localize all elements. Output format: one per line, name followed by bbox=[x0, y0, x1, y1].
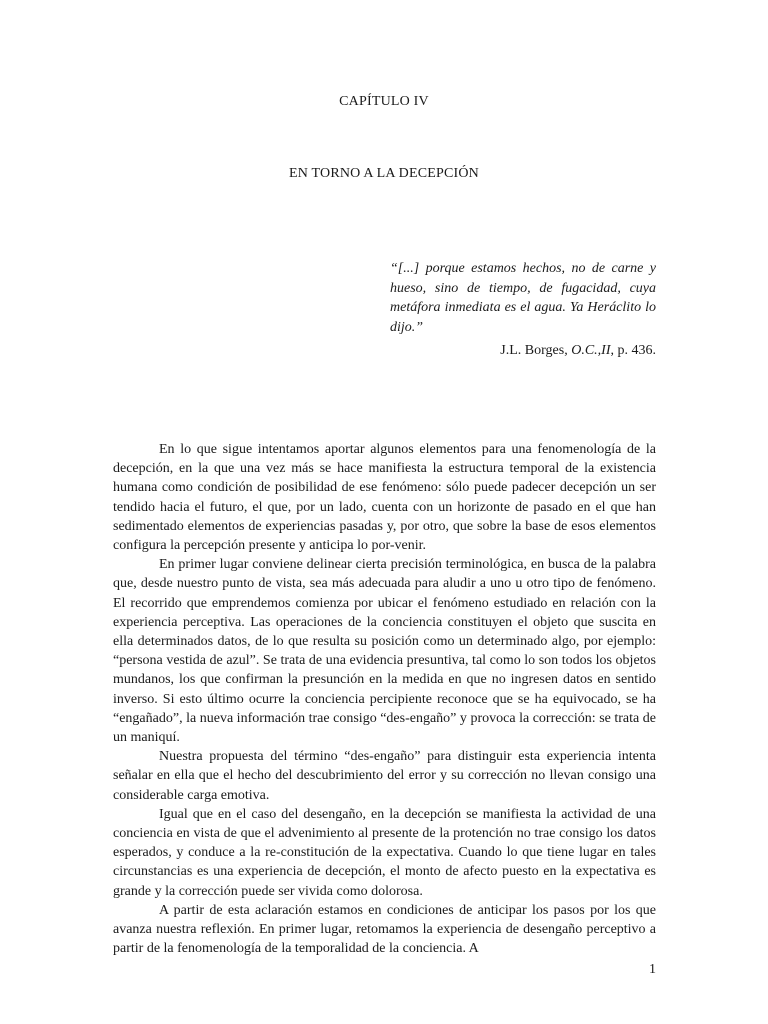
page-number: 1 bbox=[649, 962, 656, 977]
paragraph: Nuestra propuesta del término “des-engaño” para distinguir esta experiencia intenta señalar en ella que el hecho del descubrimiento del error y su corrección no llevan consigo una considerable carga emotiva. bbox=[113, 749, 656, 803]
epigraph-page: , p. 436. bbox=[610, 343, 656, 358]
paragraph: En lo que sigue intentamos aportar algunos elementos para una fenomenología de la decepción, en la que una vez más se hace manifiesta la estructura temporal de la existencia humana como condición de posibilidad de ese fenómeno: sólo puede padecer decepción un ser tendido hacia el futuro, el que, por un lado, cuenta con un horizonte de pasado en el que han sedimentado elementos de experiencias pasadas y, por otro, que sobre la base de esos elementos configura la percepción presente y anticipa lo por-venir. bbox=[113, 442, 656, 554]
epigraph-attribution bbox=[390, 343, 656, 359]
epigraph-quote: “[...] porque estamos hechos, no de carne y hueso, sino de tiempo, de fugacidad, cuya metáfora inmediata es el agua. Ya Heráclito lo dijo.” bbox=[390, 261, 656, 335]
paragraph: A partir de esta aclaración estamos en condiciones de anticipar los pasos por los que avanza nuestra reflexión. En primer lugar, retomamos la experiencia de desengaño perceptivo a partir de la fenomenología de la temporalidad de la conciencia. A bbox=[113, 902, 656, 957]
chapter-heading: CAPÍTULO IV bbox=[339, 94, 429, 109]
epigraph-author: J.L. Borges, bbox=[500, 343, 572, 358]
paragraph: En primer lugar conviene delinear cierta precisión terminológica, en busca de la palabra que, desde nuestro punto de vista, sea más adecuada para aludir a uno u otro tipo de fenómeno. El recorrido que emprendemos comienza por ubicar el fenómeno estudiado en relación con la experiencia perceptiva. Las operaciones de la conciencia constituyen el objeto que suscita en ella determinados datos, de lo que resulta su posición como un determinado algo, por ejemplo: “persona vestida de azul”. Se trata de una evidencia presuntiva, tal como lo son todos los objetos mundanos, los que confirman la presunción en la medida en que no ingresen datos en sentido inverso. Si esto último ocurre la conciencia percipiente reconoce que se ha equivocado, se ha “engañado”, la nueva información trae consigo “des-engaño” y provoca la corrección: se trata de un maniquí. bbox=[113, 557, 656, 746]
epigraph-source: O.C.,II bbox=[571, 343, 611, 358]
body-text bbox=[113, 440, 656, 958]
paragraph: Igual que en el caso del desengaño, en la decepción se manifiesta la actividad de una conciencia en vista de que el advenimiento al presente de la protención no trae consigo los datos esperados, y conduce a la re-constitución de la expectativa. Cuando lo que tiene lugar en tales circunstancias es una experiencia de decepción, el monto de afecto puesto en la expectativa es grande y la corrección puede ser vivida como dolorosa. bbox=[113, 806, 656, 899]
chapter-title: EN TORNO A LA DECEPCIÓN bbox=[289, 166, 479, 181]
